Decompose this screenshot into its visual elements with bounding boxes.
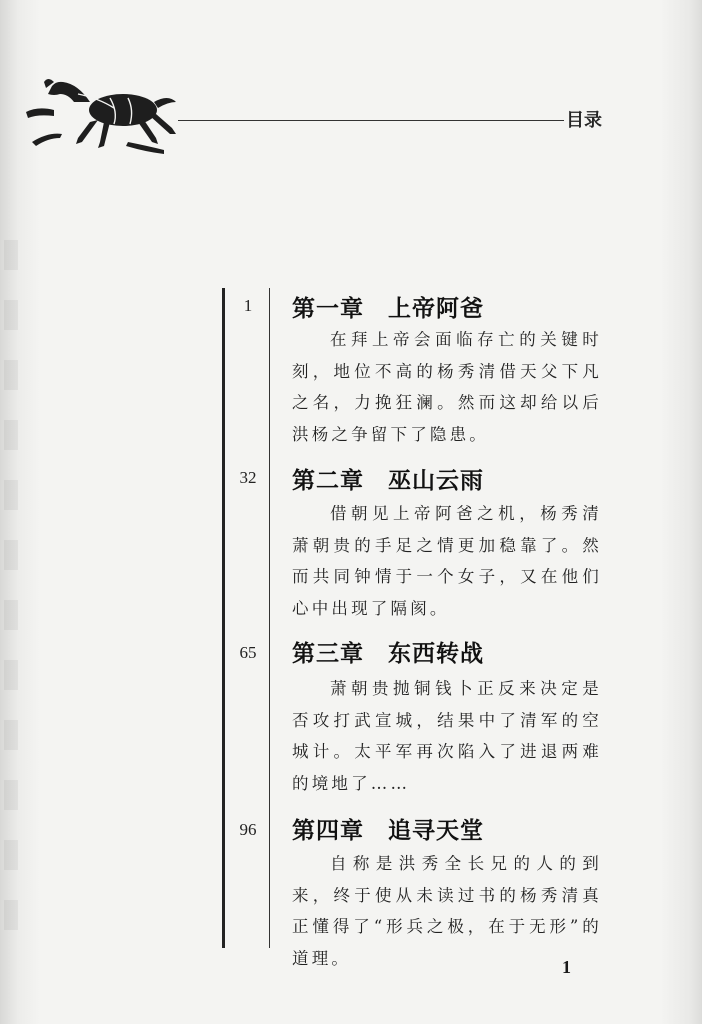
page-edge-shadow: [4, 240, 18, 940]
toc-page-number: 96: [239, 820, 257, 839]
chapter-summary: 在拜上帝会面临存亡的关键时刻，地位不高的杨秀清借天父下凡之名，力挽狂澜。然而这却给以后洪杨之争留下了隐患。: [292, 330, 602, 444]
toc-page-number: 65: [239, 643, 257, 662]
horse-chariot-illustration: [18, 72, 188, 162]
header-rule: [178, 120, 564, 121]
chapter-title: 第二章 巫山云雨: [292, 468, 484, 494]
chapter-title: 第三章 东西转战: [292, 641, 484, 667]
chapter-summary: 自称是洪秀全长兄的人的到来，终于使从未读过书的杨秀清真正懂得了“形兵之极，在于无形”的道理。: [292, 854, 602, 968]
page-column-rule: [269, 288, 270, 948]
toc-page-number: 32: [239, 468, 257, 487]
chapter-title: 第四章 追寻天堂: [292, 818, 484, 844]
toc-page-number: 1: [243, 296, 253, 315]
chapter-title: 第一章 上帝阿爸: [292, 296, 484, 322]
chapter-summary: 借朝见上帝阿爸之机，杨秀清萧朝贵的手足之情更加稳靠了。然而共同钟情于一个女子，又在他们心中出现了隔阂。: [292, 504, 602, 618]
chapter-summary: 萧朝贵抛铜钱卜正反来决定是否攻打武宣城，结果中了清军的空城计。太平军再次陷入了进退两难的境地了……: [292, 679, 602, 793]
left-column-rule: [222, 288, 225, 948]
toc-heading: 目录: [566, 110, 602, 131]
page-number: 1: [562, 957, 571, 977]
